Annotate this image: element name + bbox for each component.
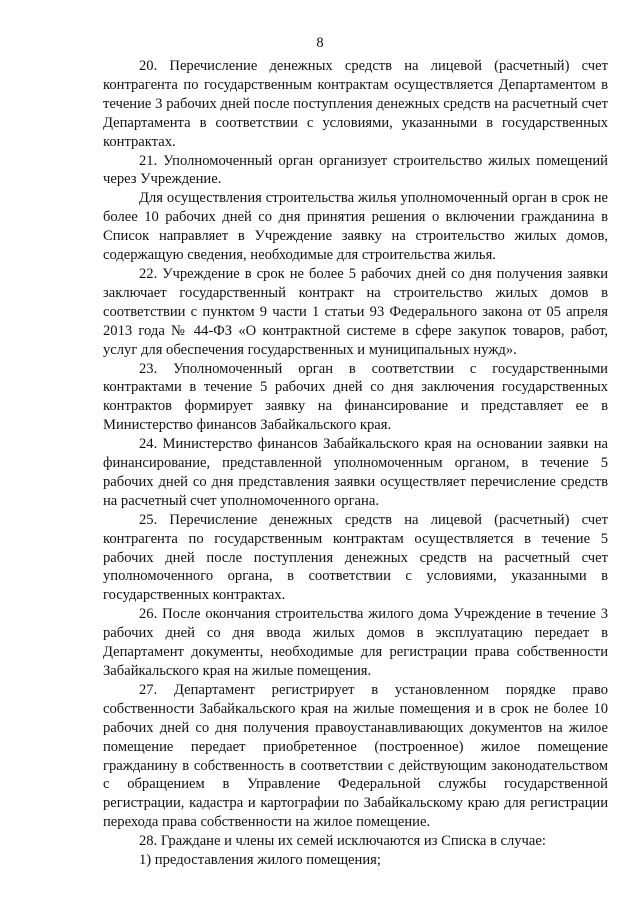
document-body bbox=[103, 57, 608, 870]
paragraph-21-construction: Для осуществления строительства жилья уполномоченный орган в срок не более 10 рабочих дней со дня принятия решения о включении гражданина в Список направляет в Учреждение заявку на строительство жилых домов, содержащую сведения, необходимые для строительства жилья. bbox=[103, 190, 608, 264]
paragraph-21: 21. Уполномоченный орган организует строительство жилых помещений через Учреждение. bbox=[103, 152, 608, 188]
paragraph-20: 20. Перечисление денежных средств на лицевой (расчетный) счет контрагента по государственным контрактам осуществляется Департаментом в течение 3 рабочих дней после поступления денежных средств на расчетный счет Департамента в соответствии с условиями, указанными в государственных контрактах. bbox=[103, 58, 608, 150]
paragraph-23: 23. Уполномоченный орган в соответствии с государственными контрактами в течение 5 рабочих дней со дня заключения государственных контрактов формирует заявку на финансирование и представляет ее в Министерство финансов Забайкальского края. bbox=[103, 360, 608, 434]
paragraph-27: 27. Департамент регистрирует в установленном порядке право собственности Забайкальского края на жилые помещения и в срок не более 10 рабочих дней со дня получения правоустанавливающих документов на жилое помещение передает приобретенное (построенное) жилое помещение гражданину в собственность в соответствии с действующим законодательством с обращением в Управление Федеральной службы государственной регистрации, кадастра и картографии по Забайкальскому краю для регистрации перехода права собственности на жилое помещение. bbox=[103, 681, 608, 831]
paragraph-22: 22. Учреждение в срок не более 5 рабочих дней со дня получения заявки заключает государственный контракт на строительство жилых домов в соответствии с пунктом 9 части 1 статьи 93 Федерального закона от 05 апреля 2013 года № 44-ФЗ «О контрактной системе в сфере закупок товаров, работ, услуг для обеспечения государственных и муниципальных нужд». bbox=[103, 265, 608, 358]
page-number: 8 bbox=[316, 35, 324, 51]
paragraph-28: 28. Граждане и члены их семей исключаются из Списка в случае: bbox=[139, 833, 546, 850]
paragraph-25: 25. Перечисление денежных средств на лицевой (расчетный) счет контрагента по государственным контрактам осуществляется в течение 5 рабочих дней после поступления денежных средств на расчетный счет уполномоченного органа, в соответствии с условиями, указанными в государственных контрактах. bbox=[103, 511, 608, 604]
paragraph-26: 26. После окончания строительства жилого дома Учреждение в течение 3 рабочих дней со дня ввода жилых домов в эксплуатацию передает в Департамент документы, необходимые для регистрации права собственности Забайкальского края на жилые помещения. bbox=[103, 606, 608, 679]
paragraph-24: 24. Министерство финансов Забайкальского края на основании заявки на финансирование, представленной уполномоченным органом, в течение 5 рабочих дней со дня представления заявки осуществляет перечисление средств на расчетный счет уполномоченного органа. bbox=[103, 436, 608, 509]
list-item-1: 1) предоставления жилого помещения; bbox=[139, 852, 381, 869]
